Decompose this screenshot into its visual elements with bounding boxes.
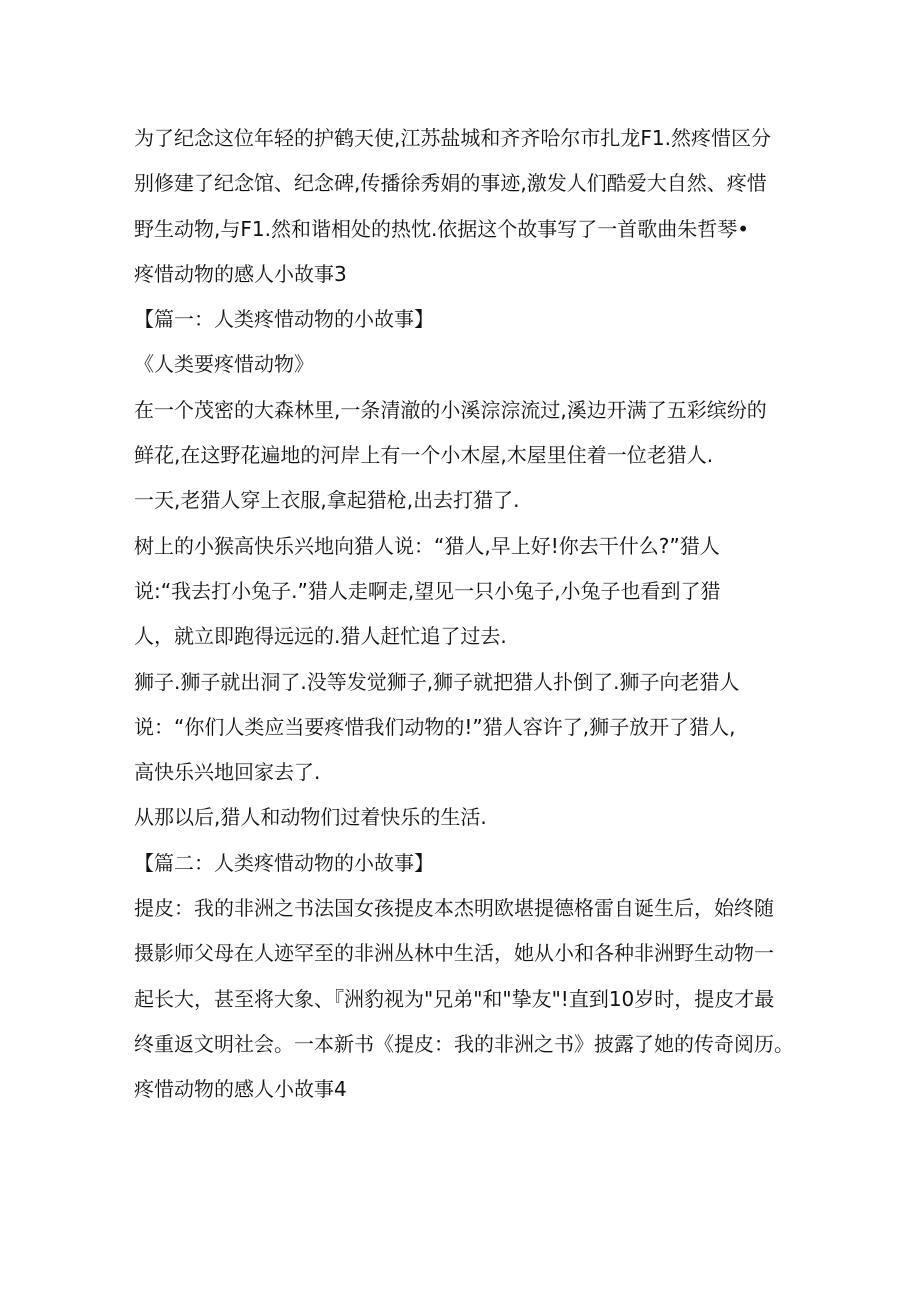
section-heading: 疼惜动物的感人小故事4: [134, 1077, 347, 1102]
text-line: 高快乐兴地回家去了.: [134, 760, 321, 785]
text-line: 为了纪念这位年轻的护鹤天使,江苏盐城和齐齐哈尔市扎龙F1.然疼惜区分: [134, 126, 771, 150]
text-line: 人，就立即跑得远远的.猎人赶忙追了过去.: [134, 624, 507, 649]
text-line: 鲜花,在这野花遍地的河岸上有一个小木屋,木屋里住着一位老猎人.: [134, 443, 714, 468]
text-line: 狮子.狮子就出洞了.没等发觉狮子,狮子就把猎人扑倒了.狮子向老猎人: [134, 669, 740, 694]
text-line: 终重返文明社会。一本新书《提皮：我的非洲之书》披露了她的传奇阅历。: [134, 1031, 794, 1056]
section-heading: 【篇一：人类疼惜动物的小故事】: [134, 307, 434, 332]
text-line: 一天,老猎人穿上衣服,拿起猎枪,出去打猎了.: [134, 488, 520, 513]
section-heading: 【篇二：人类疼惜动物的小故事】: [134, 850, 434, 875]
text-line: 树上的小猴高快乐兴地向猎人说：“猎人,早上好!你去干什么?”猎人: [134, 533, 720, 558]
document-body: [134, 116, 804, 1113]
text-line: 提皮：我的非洲之书法国女孩提皮本杰明欧堪提德格雷自诞生后，始终随: [134, 896, 774, 921]
story-title: 《人类要疼惜动物》: [134, 352, 314, 377]
section-heading: 疼惜动物的感人小故事3: [134, 261, 347, 286]
text-line: 在一个茂密的大森林里,一条清澈的小溪淙淙流过,溪边开满了五彩缤纷的: [134, 397, 767, 422]
text-line: 野生动物,与F1.然和谐相处的热忱.依据这个故事写了一首歌曲朱哲琴•: [134, 216, 750, 241]
text-line: 别修建了纪念馆、纪念碑,传播徐秀娟的事迹,激发人们酷爱大自然、疼惜: [134, 171, 767, 196]
text-line: 起长大，甚至将大象、『洲豹视为"兄弟"和"挚友"!直到10岁时，提皮才最: [134, 986, 775, 1011]
text-line: 摄影师父母在人迹罕至的非洲丛林中生活，她从小和各种非洲野生动物一: [134, 941, 774, 966]
text-line: 说:“我去打小兔子.”猎人走啊走,望见一只小兔子,小兔子也看到了猎: [134, 578, 721, 603]
text-line: 说：“你们人类应当要疼惜我们动物的!”猎人容许了,狮子放开了猎人,: [134, 714, 736, 739]
text-line: 从那以后,猎人和动物们过着快乐的生活.: [134, 805, 487, 830]
